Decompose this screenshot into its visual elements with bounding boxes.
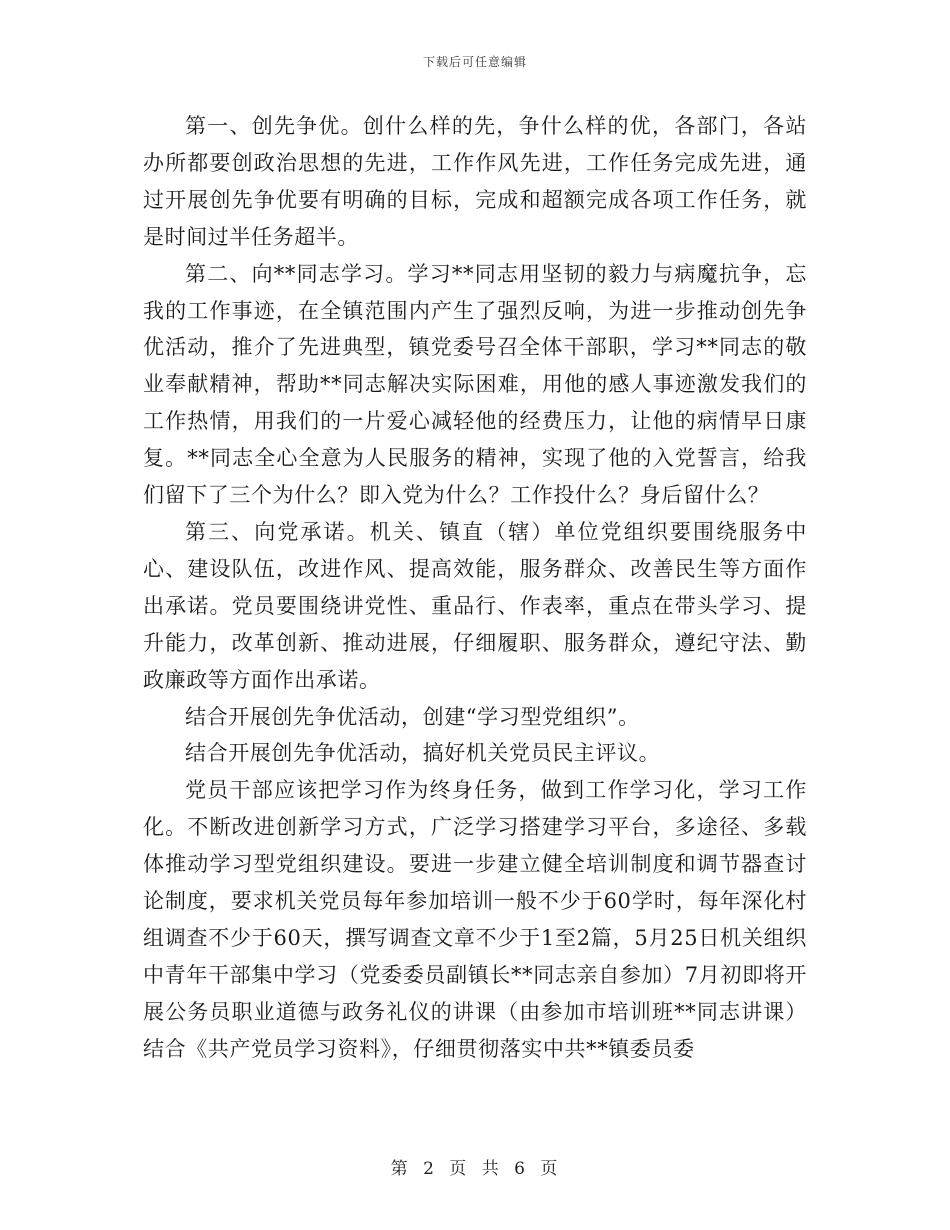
paragraph-study-task: 党员干部应该把学习作为终身任务，做到工作学习化，学习工作化。不断改进创新学习方式，广泛学习搭建学习平台，多途径、多载体推动学习型党组织建设。要进一步建立健全培训制度和调节器查讨论制度，要求机关党员每年参加培训一般不少于60学时，每年深化村组调查不少于60天，撰写调查文章不少于1至2篇，5月25日机关组织中青年干部集中学习（党委委员副镇长**同志亲自参加）7月初即将开展公务员职业道德与政务礼仪的讲课（由参加市培训班**同志讲课）结合《共产党员学习资料》，仔细贯彻落实中共**镇委员委	[143, 778, 807, 1061]
paragraph-third-pledge: 第三、向党承诺。机关、镇直（辖）单位党组织要围绕服务中心、建设队伍，改进作风、提高效能，服务群众、改善民生等方面作出承诺。党员要围绕讲党性、重品行、作表率，重点在带头学习、提升能力，改革创新、推动进展，仔细履职、服务群众，遵纪守法、勤政廉政等方面作出承诺。	[143, 519, 807, 692]
paragraph-first-excel: 第一、创先争优。创什么样的先，争什么样的优，各部门，各站办所都要创政治思想的先进，工作作风先进，工作任务完成先进，通过开展创先争优要有明确的目标，完成和超额完成各项工作任务，就是时间过半任务超半。	[143, 114, 807, 249]
paragraph-democratic-review: 结合开展创先争优活动，搞好机关党员民主评议。	[185, 741, 661, 766]
page-header-note: 下载后可任意编辑	[422, 55, 527, 69]
paragraph-learning-org: 结合开展创先争优活动，创建“学习型党组织”。	[185, 704, 640, 729]
page-number: 第 2 页 共 6 页	[390, 1159, 560, 1179]
paragraph-second-learn: 第二、向**同志学习。学习**同志用坚韧的毅力与病魔抗争，忘我的工作事迹，在全镇范围内产生了强烈反响，为进一步推动创先争优活动，推介了先进典型，镇党委号召全体干部职，学习**同志的敬业奉献精神，帮助**同志解决实际困难，用他的感人事迹激发我们的工作热情，用我们的一片爱心减轻他的经费压力，让他的病情早日康复。**同志全心全意为人民服务的精神，实现了他的入党誓言，给我们留下了三个为什么？即入党为什么？工作投什么？身后留什么？	[143, 261, 807, 508]
document-body	[143, 108, 807, 1068]
